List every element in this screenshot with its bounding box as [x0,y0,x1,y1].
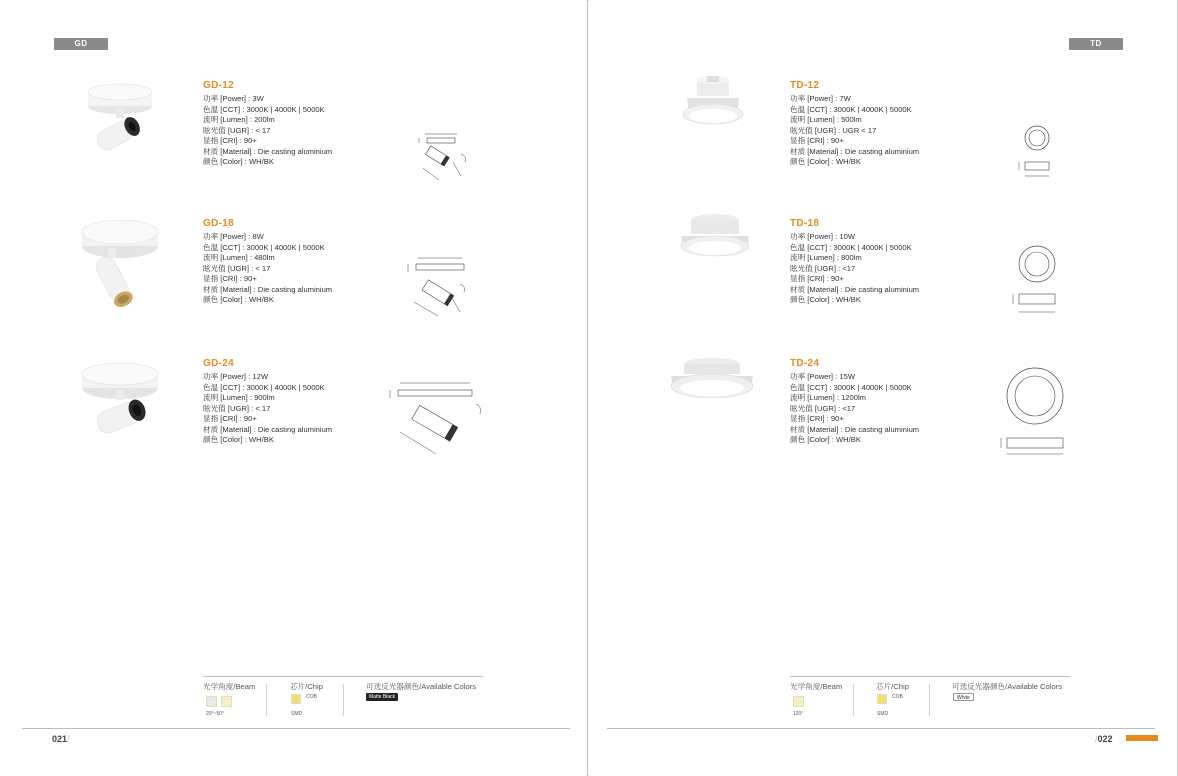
td-24-dimension-drawing [997,364,1073,460]
beam-icon-wide [221,696,232,707]
spec-cri: 显指 [CRI] : 90+ [203,274,257,283]
chip-icon [877,694,887,704]
product-model: GD-18 [203,218,234,229]
spec-lumen: 流明 [Lumen] : 900lm [203,393,275,402]
td-24-downlight-photo [669,356,755,412]
spec-lumen: 流明 [Lumen] : 200lm [203,115,275,124]
spec-material: 材质 [Material] : Die casting aluminium [790,146,920,156]
spec-cct: 色温 [CCT] : 3000K | 4000K | 5000K [203,104,325,114]
spec-color: 颜色 [Color] : WH/BK [790,295,861,304]
bottom-rule [22,728,570,729]
product-model: TD-24 [790,358,820,369]
page-number-text: 021 [52,734,68,744]
spec-cri: 显指 [CRI] : 90+ [790,414,844,423]
section-tag: GD [54,38,108,50]
gd-12-dimension-drawing [405,128,477,186]
spec-power: 功率 [Power] : 3W [203,94,264,103]
spec-color: 颜色 [Color] : WH/BK [203,435,274,444]
spec-cct: 色温 [CCT] : 3000K | 4000K | 5000K [203,242,325,252]
gd-18-spotlight-photo [78,214,162,314]
colors-label: 可选反光器颜色/Available Colors [952,682,1062,691]
td-18-downlight-photo [677,210,753,270]
spec-cct: 色温 [CCT] : 3000K | 4000K | 5000K [203,382,325,392]
color-option-matte-black: Matte Black [366,693,398,701]
page-number-text: 022 [1097,734,1113,744]
spec-ugr: 眩光值 [UGR] : < 17 [203,263,271,273]
td-18-dimension-drawing [1007,242,1067,322]
product-model: GD-24 [203,358,234,369]
page-number: /022 [1095,734,1113,744]
spec-ugr: 眩光值 [UGR] : UGR < 17 [790,125,877,135]
spec-material: 材质 [Material] : Die casting aluminium [790,424,920,434]
product-model: GD-12 [203,80,234,91]
spec-power: 功率 [Power] : 7W [790,94,851,103]
spec-color: 颜色 [Color] : WH/BK [790,435,861,444]
footer-divider [853,684,854,716]
chip-value: SMD [877,711,889,717]
spec-power: 功率 [Power] : 12W [203,372,268,381]
bottom-rule [607,728,1155,729]
colors-label: 可选反光器颜色/Available Colors [366,682,476,691]
chip-label: 芯片/Chip [876,682,909,691]
footer-rule [203,676,483,677]
spec-cri: 显指 [CRI] : 90+ [203,414,257,423]
chip-tag: COB [306,694,317,700]
td-12-dimension-drawing [1011,122,1061,184]
beam-label: 光学角度/Beam [203,682,256,691]
td-12-downlight-photo [679,76,747,134]
spec-power: 功率 [Power] : 10W [790,232,855,241]
spec-lumen: 流明 [Lumen] : 500lm [790,115,862,124]
spec-ugr: 眩光值 [UGR] : < 17 [203,125,271,135]
spec-power: 功率 [Power] : 15W [790,372,855,381]
td-24-specs [790,358,919,446]
spec-cri: 显指 [CRI] : 90+ [203,136,257,145]
gd-18-dimension-drawing [398,254,480,320]
chip-label: 芯片/Chip [290,682,323,691]
gd-12-spotlight-photo [78,78,162,160]
spec-cct: 色温 [CCT] : 3000K | 4000K | 5000K [790,104,912,114]
color-option-white: White [953,693,974,701]
spec-lumen: 流明 [Lumen] : 1200lm [790,393,866,402]
spec-cct: 色温 [CCT] : 3000K | 4000K | 5000K [790,242,912,252]
spec-cri: 显指 [CRI] : 90+ [790,136,844,145]
footer-divider [266,684,267,716]
spec-material: 材质 [Material] : Die casting aluminium [203,146,333,156]
gd-12-specs [203,80,332,168]
spec-ugr: 眩光值 [UGR] : <17 [790,263,856,273]
chip-icon [291,694,301,704]
chip-value: SMD [291,711,303,717]
beam-value: 120° [793,711,804,717]
spec-color: 颜色 [Color] : WH/BK [203,295,274,304]
spec-color: 颜色 [Color] : WH/BK [203,157,274,166]
td-18-specs [790,218,919,306]
chip-tag: COB [892,694,903,700]
catalog-page-left [0,0,588,776]
gd-24-dimension-drawing [384,378,488,458]
spec-ugr: 眩光值 [UGR] : < 17 [203,403,271,413]
section-tag: TD [1069,38,1123,50]
spec-ugr: 眩光值 [UGR] : <17 [790,403,856,413]
spec-cct: 色温 [CCT] : 3000K | 4000K | 5000K [790,382,912,392]
spec-lumen: 流明 [Lumen] : 480lm [203,253,275,262]
footer-divider [343,684,344,716]
spec-material: 材质 [Material] : Die casting aluminium [790,284,920,294]
spec-color: 颜色 [Color] : WH/BK [790,157,861,166]
beam-value: 20°~50° [206,711,225,717]
beam-label: 光学角度/Beam [790,682,843,691]
accent-bar [1126,735,1158,741]
spec-lumen: 流明 [Lumen] : 800lm [790,253,862,262]
gd-18-specs [203,218,332,306]
beam-icon-narrow [206,696,217,707]
gd-24-specs [203,358,332,446]
footer-divider [929,684,930,716]
beam-icon [793,696,804,707]
footer-rule [790,676,1070,677]
td-12-specs [790,80,919,168]
product-model: TD-18 [790,218,820,229]
spec-cri: 显指 [CRI] : 90+ [790,274,844,283]
gd-24-spotlight-photo [76,358,162,454]
spec-material: 材质 [Material] : Die casting aluminium [203,424,333,434]
spec-material: 材质 [Material] : Die casting aluminium [203,284,333,294]
product-model: TD-12 [790,80,820,91]
page-number: 021/ [52,734,70,744]
spec-power: 功率 [Power] : 8W [203,232,264,241]
catalog-page-right [589,0,1177,776]
